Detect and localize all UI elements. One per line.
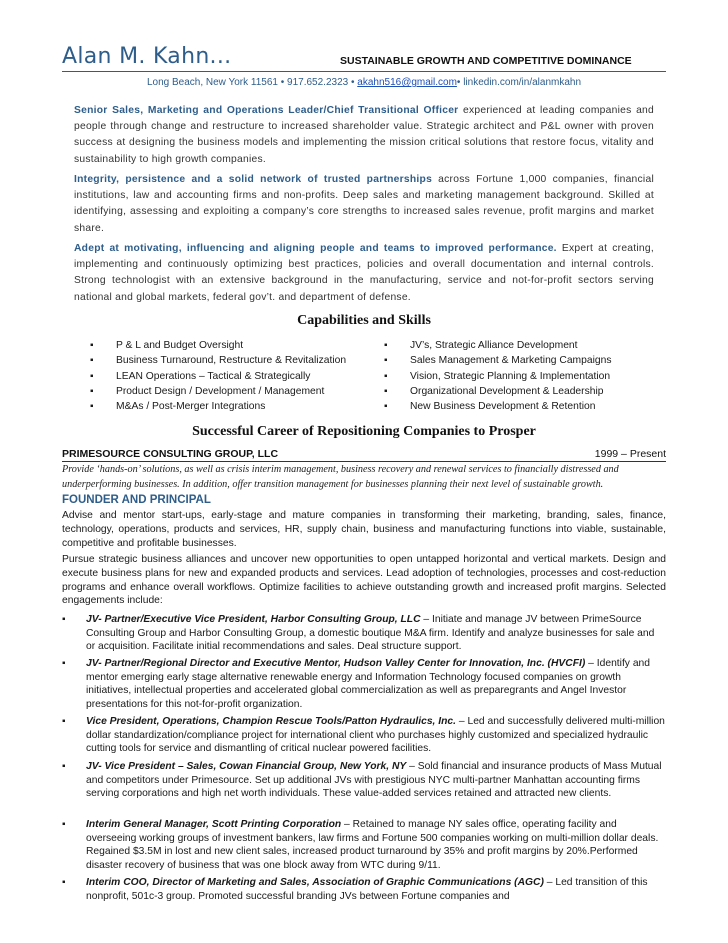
summary-lead: Adept at motivating, influencing and aligning people and teams to improved performance. (74, 243, 557, 254)
engagement-title: Interim COO, Director of Marketing and Sales, Association of Graphic Communications (AGC) (86, 877, 544, 888)
engagement-item (62, 818, 666, 873)
company-name: PRIMESOURCE CONSULTING GROUP, LLC (62, 448, 279, 460)
summary-lead: Integrity, persistence and a solid network of trusted partnerships (74, 174, 433, 185)
engagement-text: – Identify and mentor emerging early stage alternative renewable energy and Information Technology focused companies on growth initiatives, intellectual properties and accelerated global commercialization as well as preparegrants and Angel Investor presentations for this not-for-profit organization. (86, 658, 650, 711)
engagement-text: – Led and successfully delivered multi-million dollar standardization/compliance project for international client who purchases highly customized and specialized hydraulic cutting tools for service and dismantling of critical nuclear powered facilities. (86, 716, 665, 755)
company-description: Provide ‘hands-on’ solutions, as well as crisis interim management, business recovery and renewal services to financially distressed and underperforming businesses. In addition, offer transition management for businesses planning their next level of sustainable growth. (62, 464, 619, 490)
skills-list-right (384, 338, 611, 414)
engagement-body (86, 760, 666, 801)
summary-text: Expert at creating, implementing and continuously optimizing best practices, policies and overall documentation and internal controls. Strong technologist with an extensive background in the manufacturing, service and not-for-profit sectors serving national and global markets, federal gov’t. and department of defense. (74, 243, 654, 303)
skills-list-left (90, 338, 346, 414)
skill-item: ▪ LEAN Operations – Tactical & Strategically (90, 369, 346, 384)
summary-paragraph-1 (74, 103, 654, 168)
engagement-item (62, 760, 666, 801)
email-link[interactable]: akahn516@gmail.com (357, 77, 457, 88)
engagement-title: JV- Vice President – Sales, Cowan Financial Group, New York, NY (86, 761, 407, 772)
engagement-title: Vice President, Operations, Champion Rescue Tools/Patton Hydraulics, Inc. (86, 716, 457, 727)
summary-text: experienced at leading companies and people through change and restructure to increased shareholder value. Strategic architect and P&L owner with proven success at designing the business models and implementing the mission critical solutions that restore focus, vitality and sustainability to high growth companies. (74, 105, 654, 165)
engagement-text: – Retained to manage NY sales office, operating facility and overseeing working groups of investment bankers, law firms and Fortune 500 companies working on multi-million dollar deals. Regained $3.5M in lost and new client sales, increased product turnaround by 35% and profit margins by 20%.Performed disaster recovery of business that was one block away from WTC during 9/11. (86, 819, 659, 872)
engagement-text: – Sold financial and insurance products of Mass Mutual and competitors under Primesource. Set up additional JVs with prestigious NYC multi-partner Manhattan accounting firms serving corporations and high net worth individuals. These value-added services retained and attracted new clients. (86, 761, 662, 800)
candidate-name: Alan M. Kahn... (62, 44, 232, 69)
career-heading: Successful Career of Repositioning Companies to Prosper (192, 424, 536, 439)
bullet-icon: ▪ (62, 614, 66, 625)
bullet-icon: ▪ (62, 877, 66, 888)
summary-paragraph-3 (74, 241, 654, 306)
skill-item: ▪ Business Turnaround, Restructure & Revitalization (90, 353, 346, 368)
contact-address-phone: Long Beach, New York 11561 • 917.652.2323 • (146, 77, 358, 88)
skill-item: ▪ Product Design / Development / Management (90, 384, 346, 399)
skill-item: ▪ Vision, Strategic Planning & Implementation (384, 369, 611, 384)
engagement-body (86, 657, 666, 712)
bullet-icon: ▪ (62, 819, 66, 830)
skill-item: ▪ M&As / Post-Merger Integrations (90, 399, 346, 414)
capabilities-heading: Capabilities and Skills (297, 313, 431, 328)
bullet-icon: ▪ (62, 658, 66, 669)
engagement-title: JV- Partner/Executive Vice President, Harbor Consulting Group, LLC (86, 614, 421, 625)
engagement-body (86, 818, 666, 873)
contact-line (62, 77, 666, 88)
summary-text: across Fortune 1,000 companies, financial institutions, law and accounting firms and non-profits. Deep sales and marketing management background. Skilled at identifying, assessing and exploiting a company’s core strengths to increased sales revenue, profit margins and market share. (74, 174, 654, 234)
employment-dates: 1999 – Present (594, 448, 666, 460)
skill-item: ▪ P & L and Budget Oversight (90, 338, 346, 353)
engagement-body (86, 876, 666, 903)
header-tagline: SUSTAINABLE GROWTH AND COMPETITIVE DOMINANCE (340, 55, 632, 67)
role-paragraph-2: Pursue strategic business alliances and uncover new opportunities to open untapped horizontal and vertical markets. Design and execute business plans for new and expanded products and services. Lead adoption of technologies, processes and cost-reduction programs and enhance overall workflows. Optimize facilities to achieve outstanding growth and increased profit margins. Selected engagements include: (62, 554, 666, 607)
summary-paragraph-2 (74, 172, 654, 237)
linkedin-text: • linkedin.com/in/alanmkahn (456, 77, 582, 88)
bullet-icon: ▪ (62, 761, 66, 772)
engagement-title: Interim General Manager, Scott Printing Corporation (86, 819, 342, 830)
skill-item: ▪ Organizational Development & Leadership (384, 384, 611, 399)
header-divider (62, 71, 666, 72)
engagement-text: – Initiate and manage JV between PrimeSource Consulting Group and Harbor Consulting Group, a domestic boutique M&A firm. Identify and analyze businesses for sale and or acquisition. Facilitate initial recommendations and sales. Deal structure support. (86, 614, 655, 653)
engagement-title: JV- Partner/Regional Director and Executive Mentor, Hudson Valley Center for Innovation, Inc. (HVCFI) (86, 658, 586, 669)
engagement-body (86, 613, 666, 654)
skill-item: ▪ JV’s, Strategic Alliance Development (384, 338, 611, 353)
skill-item: ▪ New Business Development & Retention (384, 399, 611, 414)
bullet-icon: ▪ (62, 716, 66, 727)
engagement-item (62, 657, 666, 712)
role-title: FOUNDER AND PRINCIPAL (62, 494, 211, 506)
engagement-item (62, 715, 666, 756)
summary-lead: Senior Sales, Marketing and Operations Leader/Chief Transitional Officer (74, 105, 459, 116)
skill-item: ▪ Sales Management & Marketing Campaigns (384, 353, 611, 368)
engagement-item (62, 876, 666, 903)
engagement-body (86, 715, 666, 756)
engagement-item (62, 613, 666, 654)
engagement-text: – Led transition of this nonprofit, 501c-3 group. Promoted successful branding JVs between Fortune companies and (86, 877, 648, 902)
role-paragraph-1: Advise and mentor start-ups, early-stage and mature companies in transforming their marketing, branding, sales, finance, technology, operations, products and services, HR, supply chain, business and manufacturing functions into viable, sustainable, competitive and profitable businesses. (62, 510, 666, 549)
company-divider (62, 461, 666, 462)
